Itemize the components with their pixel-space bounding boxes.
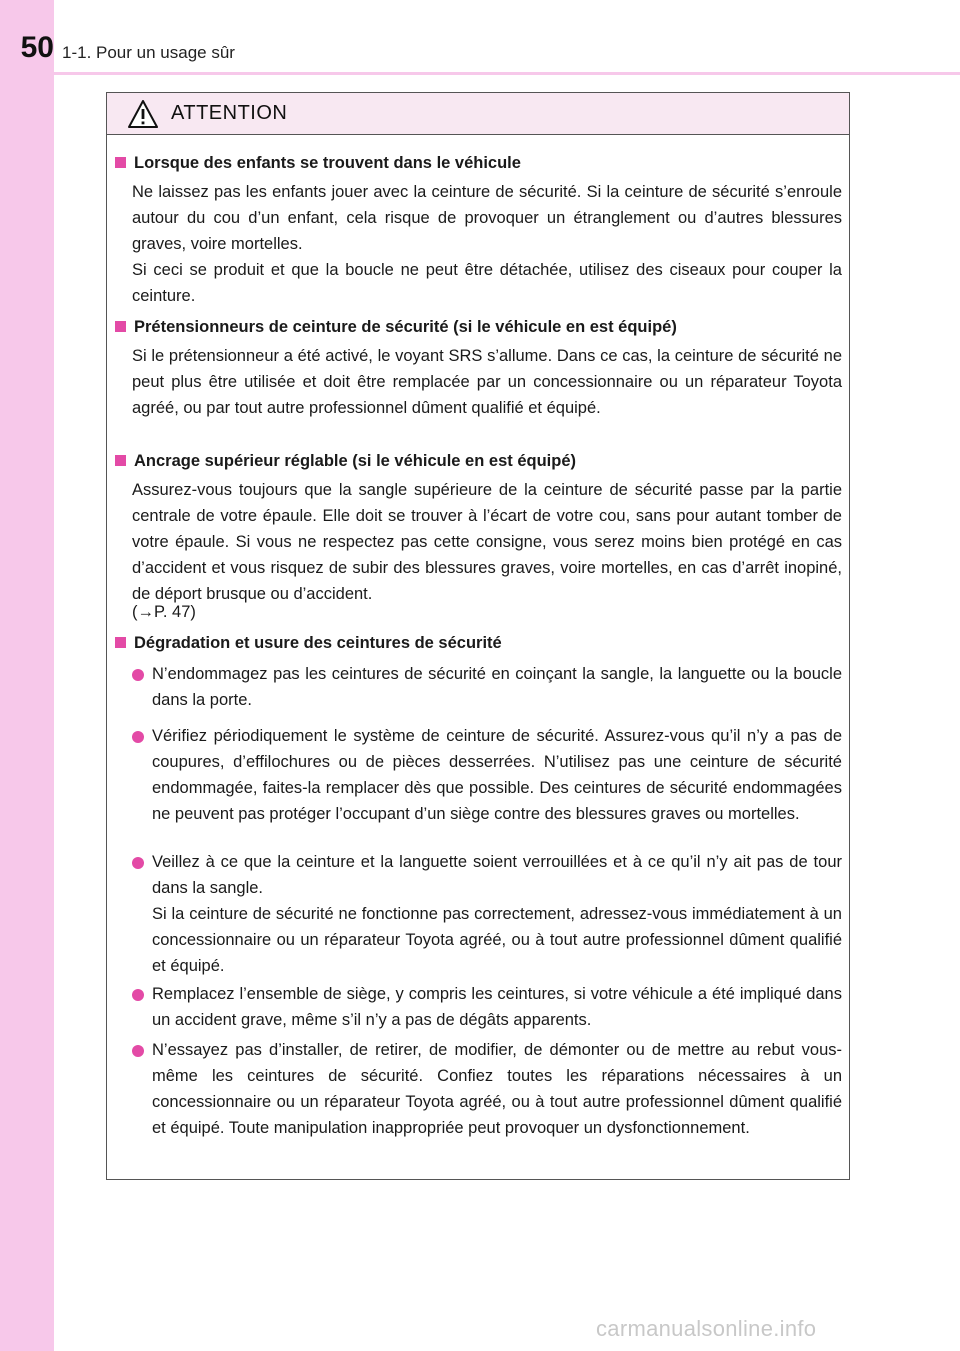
chapter-title: 1-1. Pour un usage sûr <box>62 43 235 62</box>
square-bullet-icon <box>115 321 126 332</box>
section-heading: Prétensionneurs de ceinture de sécurité (si le véhicule en est équipé) <box>115 319 677 336</box>
section-heading: Lorsque des enfants se trouvent dans le véhicule <box>115 155 521 172</box>
warning-header <box>107 93 849 135</box>
bullet-item: N’endommagez pas les ceintures de sécurité en coinçant la sangle, la languette ou la boucle dans la porte. <box>152 661 842 713</box>
page-sidebar-tab <box>0 0 54 1351</box>
square-bullet-icon <box>115 637 126 648</box>
round-bullet-icon <box>132 857 144 869</box>
page-reference: (→P. 47) <box>132 603 196 621</box>
bullet-continuation: Si la ceinture de sécurité ne fonctionne pas correctement, adressez-vous immédiatement à un concessionnaire ou un réparateur Toyota agréé, ou à tout autre professionnel dûment qualifié et équipé. <box>152 905 842 975</box>
round-bullet-icon <box>132 989 144 1001</box>
paragraph: Assurez-vous toujours que la sangle supérieure de la ceinture de sécurité passe par la partie centrale de votre épaule. Elle doit se trouver à l’écart de votre cou, sans pour autant tomber de votre épaule. Si vous ne respectez pas cette consigne, vous serez moins bien protégé en cas d’accident et vous risquez de subir des blessures graves, voire mortelles, en cas d’arrêt inopiné, de déport brusque ou d’accident. <box>132 481 842 603</box>
warning-title: ATTENTION <box>171 102 288 124</box>
section-heading: Ancrage supérieur réglable (si le véhicule en est équipé) <box>115 453 576 470</box>
warning-box <box>106 92 850 1180</box>
section-heading: Dégradation et usure des ceintures de sécurité <box>115 635 502 652</box>
watermark: carmanualsonline.info <box>596 1316 817 1341</box>
round-bullet-icon <box>132 1045 144 1057</box>
warning-triangle-icon <box>128 100 158 128</box>
bullet-item: Veillez à ce que la ceinture et la languette soient verrouillées et à ce qu’il n’y ait pas de tour dans la sangle. <box>152 849 842 901</box>
bullet-item: Remplacez l’ensemble de siège, y compris les ceintures, si votre véhicule a été impliqué dans un accident grave, même s’il n’y a pas de dégâts apparents. <box>152 981 842 1033</box>
square-bullet-icon <box>115 455 126 466</box>
bullet-item: N’essayez pas d’installer, de retirer, de modifier, de démonter ou de mettre au rebut vous-même les ceintures de sécurité. Confiez toutes les réparations nécessaires à un concessionnaire ou un réparateur Toyota agréé, ou à tout autre professionnel dûment qualifié et équipé. Toute manipulation inappropriée peut provoquer un dysfonctionnement. <box>152 1037 842 1141</box>
paragraph: Ne laissez pas les enfants jouer avec la ceinture de sécurité. Si la ceinture de sécurité s’enroule autour du cou d’un enfant, cela risque de provoquer un étranglement ou d’autres blessures graves, voire mortelles. <box>132 183 842 253</box>
round-bullet-icon <box>132 731 144 743</box>
square-bullet-icon <box>115 157 126 168</box>
header-divider <box>54 72 960 75</box>
paragraph: Si ceci se produit et que la boucle ne peut être détachée, utilisez des ciseaux pour couper la ceinture. <box>132 261 842 305</box>
bullet-item: Vérifiez périodiquement le système de ceinture de sécurité. Assurez-vous qu’il n’y a pas de coupures, d’effilochures ou de pièces desserrées. N’utilisez pas une ceinture de sécurité endommagée, faites-la remplacer dès que possible. Des ceintures de sécurité endommagées ne peuvent pas protéger l’occupant d’un siège contre des blessures graves ou mortelles. <box>152 723 842 827</box>
paragraph: Si le prétensionneur a été activé, le voyant SRS s’allume. Dans ce cas, la ceinture de sécurité ne peut plus être utilisée et doit être remplacée par un concessionnaire ou un réparateur Toyota agréé, ou par tout autre professionnel dûment qualifié et équipé. <box>132 347 842 417</box>
round-bullet-icon <box>132 669 144 681</box>
page-number: 50 <box>20 31 54 64</box>
